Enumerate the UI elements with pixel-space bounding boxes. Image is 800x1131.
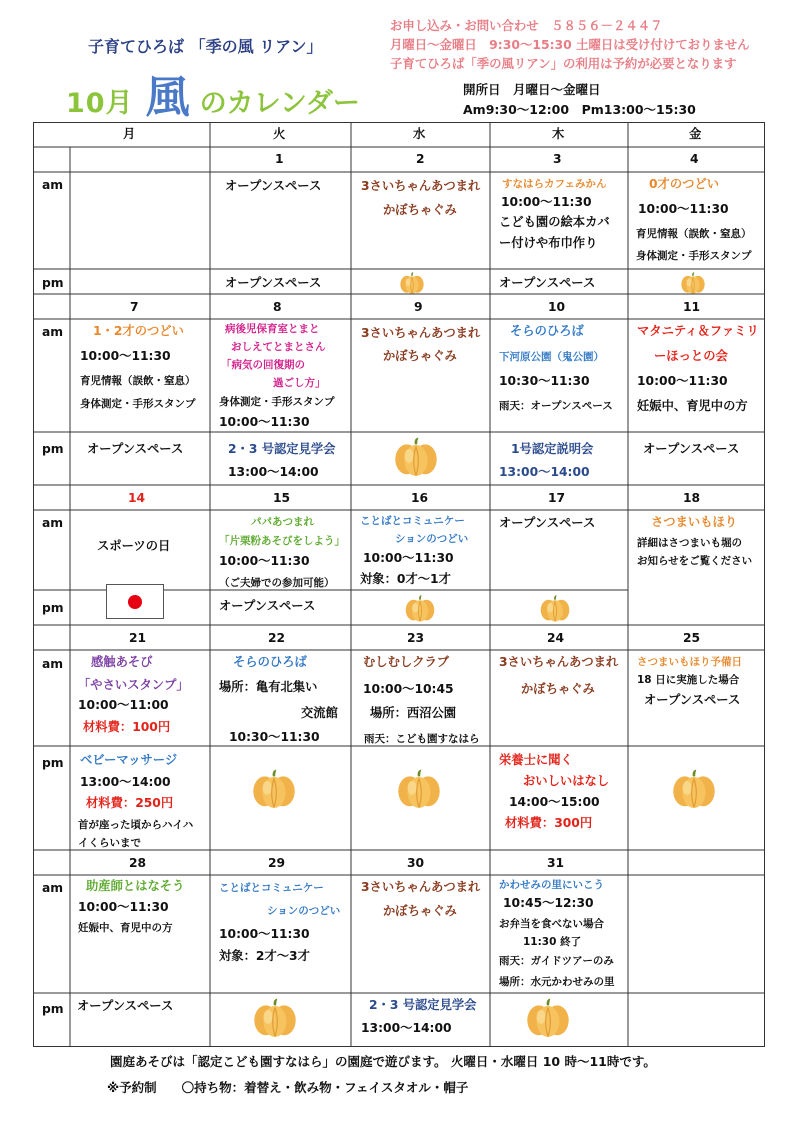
- event-cost: 材料費：250円: [86, 796, 174, 810]
- date: 3: [553, 152, 562, 166]
- event-title: 3さいちゃんあつまれ: [361, 880, 481, 894]
- am-label: am: [42, 657, 64, 671]
- date: 11: [683, 300, 701, 314]
- event-title: ことばとコミュニケー: [219, 882, 324, 894]
- am-label: am: [42, 325, 64, 339]
- event-text: お弁当を食べない場合: [499, 918, 604, 930]
- event-text: 18 日に実施した場合: [637, 674, 740, 686]
- event-text: 対象：0才～1才: [360, 572, 451, 586]
- event-text: 「病気の回復期の: [221, 359, 305, 371]
- event-text: ー付けや布巾作り: [499, 236, 598, 250]
- event-time: 10:30～11:30: [499, 374, 590, 388]
- date: 24: [547, 631, 565, 645]
- holiday-name: スポーツの日: [97, 539, 171, 553]
- date: 10: [548, 300, 566, 314]
- contact-line: 子育てひろば「季の風リアン」の利用は予約が必要となります: [390, 56, 737, 71]
- event-text: オープンスペース: [225, 276, 322, 290]
- pm-label: pm: [42, 276, 64, 290]
- date: 28: [129, 856, 147, 870]
- pumpkin-icon: [538, 595, 572, 622]
- event-text: 「片栗粉あそびをしよう」: [219, 535, 345, 547]
- event-text: 過ごし方」: [273, 377, 326, 389]
- event-text: （ご夫婦での参加可能）: [219, 577, 335, 589]
- event-title: そらのひろば: [510, 324, 584, 338]
- event-time: 13:00～14:00: [228, 465, 319, 479]
- event-text: 雨天：オープンスペース: [499, 400, 613, 412]
- event-time: 13:00～14:00: [80, 775, 171, 789]
- event-time: 13:00～14:00: [499, 465, 590, 479]
- event-title: 栄養士に聞く: [499, 753, 573, 767]
- event-text: イくらいまで: [78, 837, 141, 849]
- event-time: 10:00～11:30: [363, 551, 454, 565]
- event-title: 3さいちゃんあつまれ: [499, 655, 619, 669]
- date: 22: [268, 631, 286, 645]
- organization-name: 子育てひろば 「季の風 リアン」: [88, 37, 323, 56]
- event-time: 14:00～15:00: [509, 795, 600, 809]
- pm-label: pm: [42, 442, 64, 456]
- event-text: かぼちゃぐみ: [521, 682, 595, 696]
- event-title: ーほっとの会: [654, 349, 728, 363]
- event-text: オープンスペース: [225, 179, 322, 193]
- event-text: オープンスペース: [644, 693, 741, 707]
- event-text: こども園の絵本カバ: [499, 215, 610, 229]
- event-title: ションのつどい: [395, 533, 469, 545]
- event-time: 10:00～11:30: [80, 349, 171, 363]
- event-time: 10:00～11:30: [219, 415, 310, 429]
- event-text: 場所：西沼公園: [370, 706, 457, 720]
- event-time: 10:30～11:30: [229, 730, 320, 744]
- event-time: 10:00～11:30: [78, 900, 169, 914]
- event-text: オープンスペース: [643, 442, 740, 456]
- event-text: オープンスペース: [499, 516, 596, 530]
- date: 29: [268, 856, 286, 870]
- title-calendar: のカレンダー: [199, 88, 360, 119]
- event-title: すなはらカフェみかん: [502, 178, 607, 190]
- open-days: 開所日 月曜日～金曜日: [463, 82, 601, 97]
- weekday-thu: 木: [552, 127, 565, 141]
- japan-flag-icon: [106, 584, 164, 619]
- event-text: 身体測定・手形スタンプ: [80, 398, 196, 410]
- event-cost: 材料費：300円: [505, 816, 593, 830]
- pumpkin-icon: [396, 769, 442, 809]
- event-title: 0才のつどい: [649, 177, 720, 191]
- date-holiday: 14: [128, 491, 146, 505]
- event-time: 13:00～14:00: [361, 1021, 452, 1035]
- event-text: 対象：2才～3才: [219, 949, 310, 963]
- contact-info: [390, 16, 750, 73]
- open-hours: Am9:30～12:00 Pm13:00～15:30: [463, 102, 696, 117]
- event-text: お知らせをご覧ください: [637, 555, 753, 567]
- event-title: かわせみの里にいこう: [499, 879, 604, 891]
- event-text: かぼちゃぐみ: [383, 203, 457, 217]
- date: 2: [416, 152, 425, 166]
- event-title: さつまいもほり: [651, 515, 738, 529]
- event-title: おしえてとまとさん: [231, 341, 326, 353]
- footer-note: ※予約制 〇持ち物：着替え・飲み物・フェイスタオル・帽子: [107, 1080, 469, 1095]
- event-text: かぼちゃぐみ: [383, 349, 457, 363]
- event-text: 場所：亀有北集い: [219, 680, 318, 694]
- date: 15: [273, 491, 291, 505]
- event-title: 3さいちゃんあつまれ: [361, 326, 481, 340]
- event-title: おいしいはなし: [523, 774, 610, 788]
- event-text: 妊娠中、育児中の方: [637, 399, 748, 413]
- calendar-grid: [33, 122, 765, 1047]
- event-time: 10:00～11:00: [78, 698, 169, 712]
- date: 18: [683, 491, 701, 505]
- event-title: 1号認定説明会: [511, 442, 594, 456]
- title-month: 10月: [66, 88, 134, 119]
- pumpkin-icon: [251, 769, 297, 809]
- weekday-fri: 金: [689, 127, 702, 141]
- date: 17: [548, 491, 566, 505]
- event-title: パパあつまれ: [251, 516, 314, 528]
- event-title: 3さいちゃんあつまれ: [361, 179, 481, 193]
- date: 25: [683, 631, 701, 645]
- date: 7: [130, 300, 139, 314]
- date: 16: [411, 491, 429, 505]
- weekday-tue: 火: [273, 127, 286, 141]
- pumpkin-icon: [252, 998, 298, 1038]
- footer-note: 園庭あそびは「認定こども園すなはら」の園庭で遊びます。 火曜日・水曜日 10 時～11時です。: [110, 1054, 656, 1069]
- page-title: [66, 68, 360, 123]
- event-title: むしむしクラブ: [363, 655, 450, 669]
- event-title: そらのひろば: [233, 655, 307, 669]
- event-text: 交流館: [301, 706, 338, 720]
- pm-label: pm: [42, 601, 64, 615]
- event-title: 1・2才のつどい: [93, 324, 184, 338]
- title-kaze: 風: [145, 72, 190, 123]
- event-text: オープンスペース: [499, 276, 596, 290]
- event-text: 詳細はさつまいも堀の: [637, 537, 742, 549]
- event-time: 10:00～10:45: [363, 682, 454, 696]
- date: 1: [275, 152, 284, 166]
- event-title: ベビーマッサージ: [80, 753, 178, 767]
- event-text: 雨天：こども園すなはら: [364, 733, 480, 745]
- date: 21: [129, 631, 147, 645]
- pumpkin-icon: [403, 595, 437, 622]
- pumpkin-icon: [679, 272, 707, 294]
- event-text: 妊娠中、育児中の方: [78, 922, 173, 934]
- event-text: オープンスペース: [219, 599, 316, 613]
- event-title: さつまいもほり予備日: [637, 656, 742, 668]
- event-text: オープンスペース: [77, 999, 174, 1013]
- date: 30: [407, 856, 425, 870]
- event-title: 病後児保育室とまと: [225, 323, 320, 335]
- event-time: 10:45～12:30: [503, 896, 594, 910]
- event-text: オープンスペース: [87, 442, 184, 456]
- event-text: 身体測定・手形スタンプ: [636, 250, 752, 262]
- event-text: 場所：水元かわせみの里: [499, 976, 615, 988]
- pm-label: pm: [42, 1002, 64, 1016]
- event-text: 雨天：ガイドツアーのみ: [499, 955, 614, 967]
- event-title: 感触あそび: [91, 655, 153, 669]
- am-label: am: [42, 178, 64, 192]
- date: 8: [273, 300, 282, 314]
- event-title: ションのつどい: [267, 905, 341, 917]
- event-time: 10:00～11:30: [219, 554, 310, 568]
- event-time: 10:00～11:30: [637, 374, 728, 388]
- event-text: 下河原公園（鬼公園）: [499, 351, 604, 363]
- event-text: 11:30 終了: [523, 936, 582, 948]
- event-text: 育児情報（誤飲・窒息）: [636, 228, 752, 240]
- event-text: 「やさいスタンプ」: [78, 678, 189, 692]
- contact-line: 月曜日～金曜日 9:30～15:30 土曜日は受け付けておりません: [390, 37, 750, 52]
- weekday-mon: 月: [123, 127, 136, 141]
- opening-hours: [463, 80, 696, 120]
- event-time: 10:00～11:30: [501, 195, 592, 209]
- event-title: マタニティ＆ファミリ: [637, 324, 759, 338]
- weekday-wed: 水: [413, 127, 426, 141]
- am-label: am: [42, 881, 64, 895]
- date: 23: [407, 631, 425, 645]
- event-time: 10:00～11:30: [219, 927, 310, 941]
- pumpkin-icon: [671, 769, 717, 809]
- date: 31: [547, 856, 565, 870]
- am-label: am: [42, 516, 64, 530]
- date: 4: [690, 152, 699, 166]
- event-text: かぼちゃぐみ: [383, 904, 457, 918]
- event-title: ことばとコミュニケー: [360, 515, 465, 527]
- event-text: 育児情報（誤飲・窒息）: [80, 375, 196, 387]
- pumpkin-icon: [393, 437, 439, 477]
- event-title: 2・3 号認定見学会: [369, 998, 477, 1012]
- event-time: 10:00～11:30: [638, 202, 729, 216]
- event-text: 首が座った頃からハイハ: [78, 819, 194, 831]
- event-text: 身体測定・手形スタンプ: [219, 396, 335, 408]
- pumpkin-icon: [525, 998, 571, 1038]
- date: 9: [414, 300, 423, 314]
- event-title: 2・3 号認定見学会: [228, 442, 336, 456]
- contact-line: お申し込み・お問い合わせ ５８５６－２４４７: [390, 18, 663, 33]
- event-title: 助産師とはなそう: [86, 879, 185, 893]
- pm-label: pm: [42, 756, 64, 770]
- event-cost: 材料費：100円: [83, 720, 171, 734]
- pumpkin-icon: [398, 272, 426, 294]
